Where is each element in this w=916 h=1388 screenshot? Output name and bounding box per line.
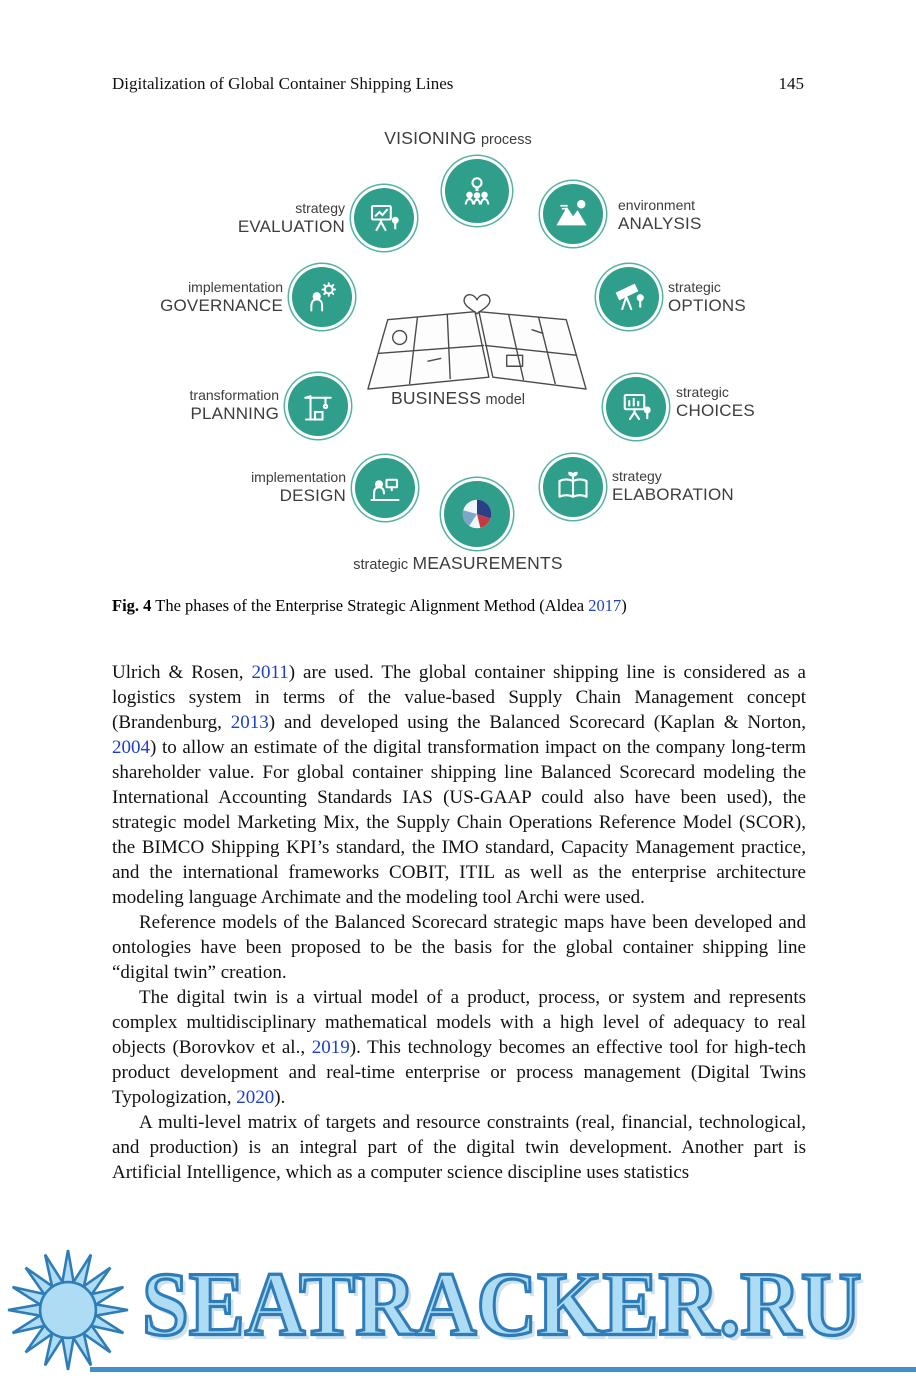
phase-circle-evaluation <box>354 188 414 248</box>
paragraph <box>112 1110 806 1185</box>
phase-label-measurements: strategic MEASUREMENTS <box>353 553 563 573</box>
phase-circle-design <box>355 458 415 518</box>
figure-caption <box>112 596 816 616</box>
text-segment: Ulrich & Rosen, <box>112 662 252 683</box>
watermark-text: SEATRACKER.RU <box>142 1254 862 1356</box>
strategy-evaluation-icon <box>366 200 402 236</box>
phase-label-elaboration: strategy ELABORATION <box>612 468 734 504</box>
text-segment: ). <box>274 1087 286 1108</box>
phase-circle-choices <box>606 377 666 437</box>
implementation-governance-icon <box>304 279 340 315</box>
center-label-business-model: BUSINESS model <box>390 388 526 408</box>
phase-circle-visioning <box>445 159 509 223</box>
text-segment: ) <box>621 596 627 615</box>
text-segment: ) and developed using the Balanced Scorecard (Kaplan & Norton, <box>268 712 806 733</box>
citation-link[interactable]: 2011 <box>251 662 289 683</box>
text-segment: Fig. 4 <box>112 596 152 615</box>
citation-link[interactable]: 2013 <box>230 712 269 733</box>
phase-label-options: strategic OPTIONS <box>668 279 746 315</box>
visioning-icon <box>459 173 495 209</box>
phase-label-governance: implementation GOVERNANCE <box>160 279 283 315</box>
figure-esam-phases <box>0 120 916 598</box>
phase-circle-options <box>599 267 659 327</box>
strategic-choices-icon <box>618 389 654 425</box>
text-segment: Reference models of the Balanced Scorecard strategic maps have been developed and ontologies have been proposed to be the basis for the global container shipping line “digital twin” creation. <box>112 912 806 983</box>
citation-link[interactable]: 2020 <box>236 1087 275 1108</box>
strategy-elaboration-icon <box>555 469 591 505</box>
phase-label-visioning: VISIONING process <box>384 128 532 148</box>
phase-circle-governance <box>292 267 352 327</box>
citation-link[interactable]: 2019 <box>311 1037 350 1058</box>
strategic-measurements-icon <box>459 496 495 532</box>
paragraph <box>112 660 806 910</box>
phase-circle-planning <box>288 376 348 436</box>
citation-link[interactable]: 2017 <box>588 596 622 615</box>
implementation-design-icon <box>367 470 403 506</box>
phase-circle-analysis <box>543 184 603 244</box>
phase-label-design: implementation DESIGN <box>251 469 346 505</box>
phase-label-analysis: environment ANALYSIS <box>618 197 702 233</box>
text-segment: The digital twin is a virtual model of a product, process, or system and represents complex multidisciplinary mathematical models with a high level of adequacy to real objects (Borovkov et al., <box>112 987 806 1058</box>
paragraph <box>112 985 806 1110</box>
text-segment: The phases of the Enterprise Strategic Alignment Method (Aldea <box>151 596 589 615</box>
bottom-rule <box>90 1367 916 1372</box>
text-segment: ) are used. The global container shipping line is considered as a logistics system in terms of the value-based Supply Chain Management concept (Brandenburg, <box>112 662 806 733</box>
sun-logo-icon <box>6 1248 130 1372</box>
text-segment: ) to allow an estimate of the digital transformation impact on the company long-term shareholder value. For global container shipping line Balanced Scorecard modeling the International Accounting Standards IAS (US-GAAP could also have been used), the strategic model Marketing Mix, the Supply Chain Operations Reference Model (SCOR), the BIMCO Shipping KPI’s standard, the IMO standard, Capacity Management practice, and the international frameworks COBIT, ITIL as well as the enterprise architecture modeling language Archimate and the modeling tool Archi were used. <box>112 737 806 908</box>
text-segment: ). This technology becomes an effective tool for high-tech product development and real-time enterprise or process management (Digital Twins Typologization, <box>112 1037 806 1108</box>
phase-circle-elaboration <box>543 457 603 517</box>
body-text <box>112 660 806 1185</box>
text-segment: A multi-level matrix of targets and resource constraints (real, financial, technological, and production) is an integral part of the digital twin development. Another part is Artificial Intelligence, which as a computer science discipline uses statistics <box>112 1112 806 1183</box>
phase-label-choices: strategic CHOICES <box>676 384 755 420</box>
citation-link[interactable]: 2004 <box>112 737 150 758</box>
environment-analysis-icon <box>555 196 591 232</box>
page-number: 145 <box>778 74 804 93</box>
running-title: Digitalization of Global Container Shipping Lines <box>112 74 454 93</box>
transformation-planning-icon <box>300 388 336 424</box>
page-header <box>112 74 804 94</box>
heart-icon <box>464 295 490 314</box>
phase-label-planning: transformation PLANNING <box>189 387 279 423</box>
phase-label-evaluation: strategy EVALUATION <box>237 200 345 236</box>
paragraph <box>112 910 806 985</box>
phase-circle-measurements <box>444 481 510 547</box>
strategic-options-icon <box>611 279 647 315</box>
